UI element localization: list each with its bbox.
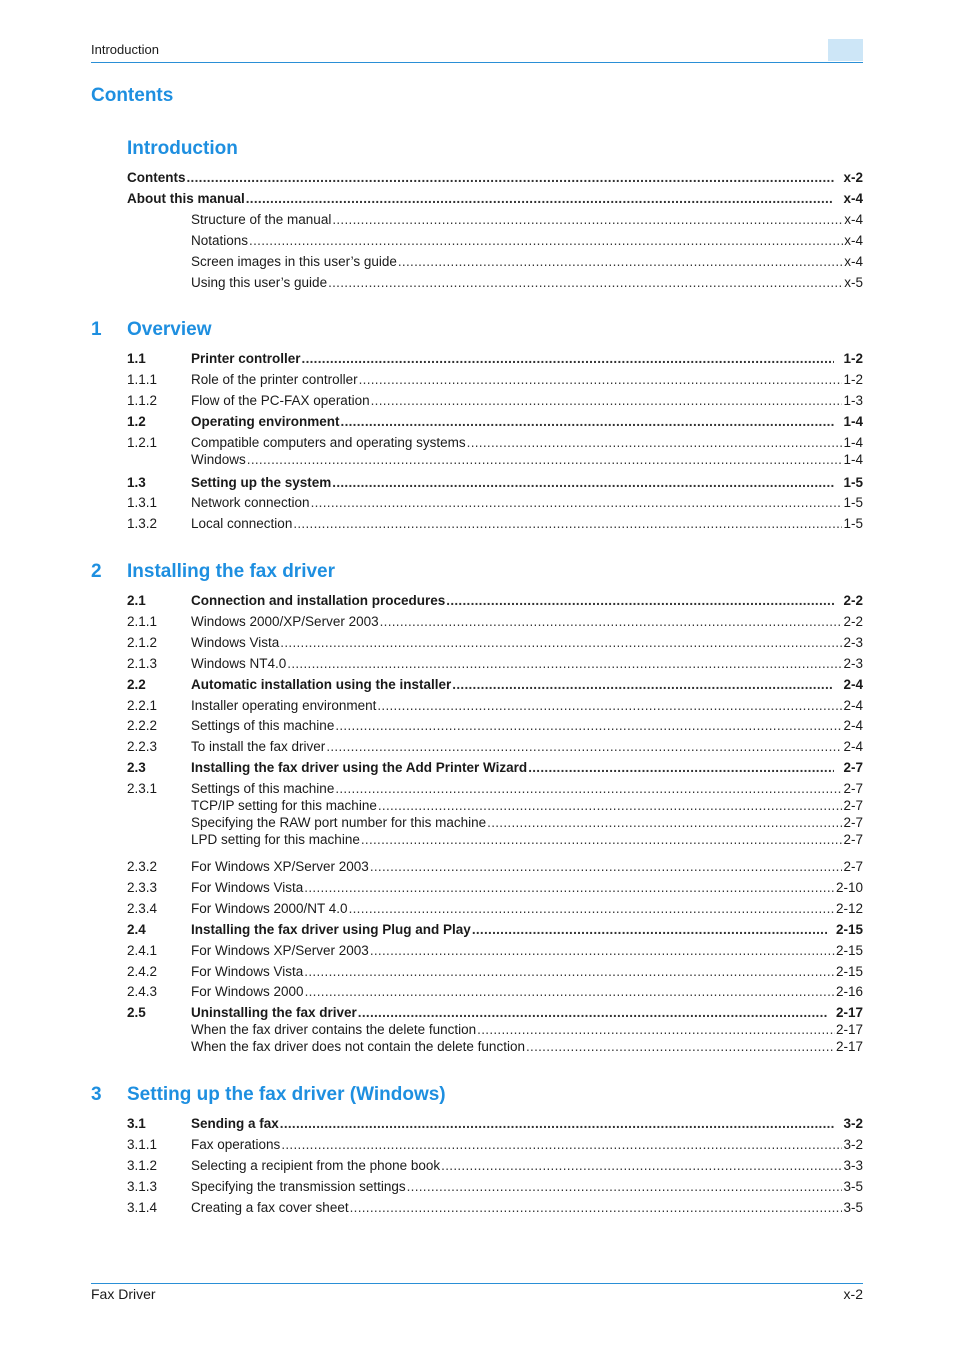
toc-entry-title: For Windows 2000 <box>191 984 304 1000</box>
toc-entry-title: Compatible computers and operating systems <box>191 434 466 450</box>
dot-leader <box>281 1137 842 1153</box>
toc-entry-number: 2.2.1 <box>127 697 158 713</box>
toc-entry-number: 1.1.1 <box>127 371 158 387</box>
toc-entry-page: x-4 <box>844 253 863 269</box>
toc-entry-title: For Windows 2000/NT 4.0 <box>191 900 348 916</box>
toc-entry-title: For Windows XP/Server 2003 <box>191 942 369 958</box>
toc-entry-title: Role of the printer controller <box>191 371 358 387</box>
toc-entry[interactable] <box>127 922 863 938</box>
toc-entry-page: 2-7 <box>843 832 863 848</box>
toc-entry-page: 1-5 <box>843 495 863 511</box>
toc-entry-page: 2-4 <box>843 718 863 734</box>
toc-entry[interactable] <box>127 414 863 430</box>
toc-entry[interactable] <box>127 798 863 814</box>
toc-entry[interactable] <box>127 677 863 693</box>
toc-entry[interactable] <box>127 614 863 630</box>
dot-leader <box>377 698 842 714</box>
dot-leader <box>187 170 835 186</box>
toc-entry-number: 2.4 <box>127 921 146 937</box>
toc-entry-title: Windows 2000/XP/Server 2003 <box>191 613 379 629</box>
toc-entry-title: Using this user’s guide <box>191 274 328 290</box>
dot-leader <box>280 1116 835 1132</box>
toc-entry[interactable] <box>127 351 863 367</box>
toc-entry-number: 2.5 <box>127 1005 146 1021</box>
toc-entry-title: Creating a fax cover sheet <box>191 1199 349 1215</box>
toc-entry-number: 1.2 <box>127 413 146 429</box>
toc-entry-title: Flow of the PC-FAX operation <box>191 392 370 408</box>
toc-entry-title: Setting up the system <box>191 474 332 490</box>
toc-entry-title: Installing the fax driver using Plug and Play <box>191 921 471 937</box>
toc-entry-page: 1-5 <box>843 516 863 532</box>
toc-entry-page: 2-3 <box>843 655 863 671</box>
toc-entry-page: 2-15 <box>835 942 863 958</box>
toc-entry-page: x-4 <box>843 190 863 206</box>
toc-entry-page: 1-3 <box>843 392 863 408</box>
toc-entry-title: Uninstalling the fax driver <box>191 1005 357 1021</box>
dot-leader <box>335 781 842 797</box>
dot-leader <box>326 739 842 755</box>
dot-leader <box>370 943 835 959</box>
toc-entry[interactable] <box>127 1137 863 1153</box>
toc-entry-number: 1.1 <box>127 351 146 366</box>
toc-entry-title: Structure of the manual <box>191 211 332 227</box>
toc-entry-number: 1.3 <box>127 474 146 490</box>
toc-entry-title: For Windows Vista <box>191 879 304 895</box>
dot-leader <box>526 1039 835 1055</box>
dot-leader <box>477 1022 835 1038</box>
toc-entry-title: Windows Vista <box>191 634 280 650</box>
chapter-number: 2 <box>91 561 102 582</box>
toc-entry-number: 3.1.1 <box>127 1136 158 1152</box>
toc-entry-page: x-2 <box>843 170 863 185</box>
toc-entry[interactable] <box>127 1039 863 1055</box>
toc-entry-title: Operating environment <box>191 413 340 429</box>
toc-entry-number: 2.1.1 <box>127 613 158 629</box>
chapter-title: Introduction <box>127 138 238 159</box>
toc-entry-page: 2-4 <box>843 739 863 755</box>
dot-leader <box>304 964 835 980</box>
footer-page-number: x-2 <box>843 1286 863 1302</box>
toc-entry[interactable] <box>127 1116 863 1132</box>
toc-entry[interactable] <box>127 1200 863 1216</box>
toc-entry-page: 2-7 <box>843 815 863 831</box>
toc-entry[interactable] <box>127 516 863 532</box>
toc-entry-page: 2-7 <box>843 859 863 874</box>
toc-entry[interactable] <box>127 1158 863 1174</box>
toc-entry[interactable] <box>127 880 863 896</box>
dot-leader <box>350 1200 843 1216</box>
toc-entry-number: 2.2 <box>127 676 146 692</box>
toc-entry-title: TCP/IP setting for this machine <box>191 798 377 814</box>
dot-leader <box>452 677 834 693</box>
toc-entry-page: 2-3 <box>843 634 863 650</box>
toc-entry-page: 1-4 <box>843 413 863 429</box>
toc-entry[interactable] <box>127 832 863 848</box>
dot-leader <box>246 191 835 207</box>
dot-leader <box>304 880 835 896</box>
toc-entry-title: For Windows XP/Server 2003 <box>191 859 369 874</box>
dot-leader <box>528 760 834 776</box>
dot-leader <box>407 1179 843 1195</box>
toc-entry-page: 1-4 <box>843 451 863 467</box>
dot-leader <box>293 516 842 532</box>
dot-leader <box>371 393 843 409</box>
toc-entry-page: 2-4 <box>843 697 863 713</box>
dot-leader <box>302 351 835 367</box>
toc-entry[interactable] <box>127 635 863 651</box>
dot-leader <box>380 614 843 630</box>
toc-entry-page: 2-15 <box>835 921 863 937</box>
toc-entry[interactable] <box>127 254 863 270</box>
dot-leader <box>370 859 843 875</box>
toc-entry[interactable] <box>127 698 863 714</box>
toc-entry-title: Contents <box>127 170 186 185</box>
footer-document-name: Fax Driver <box>91 1286 156 1302</box>
toc-entry[interactable] <box>127 475 863 491</box>
dot-leader <box>358 1005 827 1021</box>
toc-entry-number: 1.2.1 <box>127 434 158 450</box>
dot-leader <box>311 495 843 511</box>
toc-entry-title: Network connection <box>191 495 310 511</box>
toc-entry-number: 2.1.2 <box>127 634 158 650</box>
toc-entry[interactable] <box>127 859 863 875</box>
toc-entry-title: Sending a fax <box>191 1116 279 1131</box>
header-tab-marker <box>828 39 863 61</box>
chapter-number: 3 <box>91 1084 102 1105</box>
toc-entry-page: x-5 <box>844 274 863 290</box>
toc-entry[interactable] <box>127 1005 863 1021</box>
toc-entry[interactable] <box>127 372 863 388</box>
toc-entry[interactable] <box>127 1022 863 1038</box>
toc-entry-page: 1-2 <box>843 371 863 387</box>
toc-entry-page: 3-2 <box>843 1136 863 1152</box>
dot-leader <box>349 901 835 917</box>
toc-entry-title: Notations <box>191 232 249 248</box>
dot-leader <box>341 414 835 430</box>
toc-entry-title: Windows NT4.0 <box>191 655 287 671</box>
toc-entry[interactable] <box>127 815 863 831</box>
toc-entry-title: Installing the fax driver using the Add Printer Wizard <box>191 760 528 776</box>
dot-leader <box>328 275 843 291</box>
toc-entry-number: 2.2.2 <box>127 718 158 734</box>
toc-entry-title: Specifying the transmission settings <box>191 1178 406 1194</box>
toc-entry-page: 1-5 <box>843 474 863 490</box>
dot-leader <box>487 815 842 831</box>
toc-entry-page: 3-5 <box>843 1178 863 1194</box>
dot-leader <box>332 212 843 228</box>
dot-leader <box>332 475 834 491</box>
toc-entry-number: 1.3.2 <box>127 516 158 532</box>
toc-entry[interactable] <box>127 739 863 755</box>
toc-entry-page: 2-7 <box>843 798 863 814</box>
toc-entry-number: 2.3.2 <box>127 859 158 874</box>
chapter-title: Overview <box>127 319 212 340</box>
dot-leader <box>335 718 842 734</box>
toc-entry-page: x-4 <box>844 211 863 227</box>
toc-entry-title: Settings of this machine <box>191 781 335 797</box>
toc-entry-title: About this manual <box>127 190 245 206</box>
chapter-title: Installing the fax driver <box>127 561 335 582</box>
toc-entry-number: 2.4.2 <box>127 963 158 979</box>
toc-entry-page: 2-7 <box>843 781 863 797</box>
toc-entry-number: 3.1.2 <box>127 1157 158 1173</box>
toc-entry-title: Specifying the RAW port number for this machine <box>191 815 487 831</box>
toc-entry-title: Installer operating environment <box>191 697 377 713</box>
chapter-number: 1 <box>91 319 102 340</box>
toc-entry[interactable] <box>127 275 863 291</box>
page-title: Contents <box>91 85 174 106</box>
dot-leader <box>305 984 835 1000</box>
toc-entry-title: Local connection <box>191 516 293 532</box>
toc-entry[interactable] <box>127 452 863 468</box>
toc-entry-number: 2.4.1 <box>127 942 158 958</box>
toc-entry[interactable] <box>127 435 863 451</box>
toc-entry-number: 2.3 <box>127 760 146 776</box>
toc-entry-number: 3.1.3 <box>127 1178 158 1194</box>
toc-entry[interactable] <box>127 943 863 959</box>
toc-entry[interactable] <box>127 760 863 776</box>
dot-leader <box>472 922 827 938</box>
dot-leader <box>359 372 843 388</box>
toc-entry[interactable] <box>127 170 863 186</box>
dot-leader <box>441 1158 842 1174</box>
toc-entry-page: 2-10 <box>835 879 863 895</box>
toc-entry-number: 2.1.3 <box>127 655 158 671</box>
toc-entry-page: 1-4 <box>843 434 863 450</box>
toc-entry-page: 3-2 <box>843 1116 863 1131</box>
toc-entry-title: LPD setting for this machine <box>191 832 360 848</box>
toc-entry-number: 2.2.3 <box>127 739 158 755</box>
toc-entry-page: 2-12 <box>835 900 863 916</box>
toc-entry-number: 2.1 <box>127 593 146 608</box>
toc-entry-title: Settings of this machine <box>191 718 335 734</box>
toc-entry-page: 2-16 <box>835 984 863 1000</box>
toc-entry-page: 2-2 <box>843 593 863 608</box>
toc-entry-title: Connection and installation procedures <box>191 593 446 608</box>
toc-entry-number: 1.1.2 <box>127 392 158 408</box>
toc-entry[interactable] <box>127 495 863 511</box>
toc-entry[interactable] <box>127 233 863 249</box>
toc-entry[interactable] <box>127 656 863 672</box>
toc-entry-page: 2-17 <box>835 1039 863 1055</box>
toc-entry-title: Screen images in this user’s guide <box>191 253 397 269</box>
toc-entry-page: 3-5 <box>843 1199 863 1215</box>
toc-entry-number: 2.4.3 <box>127 984 158 1000</box>
toc-entry-page: 2-17 <box>835 1022 863 1038</box>
header-rule <box>91 62 863 63</box>
toc-entry[interactable] <box>127 393 863 409</box>
chapter-title: Setting up the fax driver (Windows) <box>127 1084 446 1105</box>
toc-entry-title: When the fax driver does not contain the delete function <box>191 1039 525 1055</box>
toc-entry-title: When the fax driver contains the delete function <box>191 1022 477 1038</box>
toc-entry[interactable] <box>127 593 863 609</box>
toc-entry-title: To install the fax driver <box>191 739 326 755</box>
toc-entry-page: 2-2 <box>843 613 863 629</box>
toc-entry-number: 2.3.4 <box>127 900 158 916</box>
toc-entry[interactable] <box>127 984 863 1000</box>
dot-leader <box>249 233 843 249</box>
toc-entry-title: Fax operations <box>191 1136 281 1152</box>
toc-entry[interactable] <box>127 718 863 734</box>
dot-leader <box>446 593 834 609</box>
toc-entry-page: x-4 <box>844 232 863 248</box>
toc-entry-number: 2.3.1 <box>127 781 158 797</box>
toc-entry-page: 2-4 <box>843 676 863 692</box>
toc-entry-page: 2-7 <box>843 760 863 776</box>
toc-entry[interactable] <box>127 1179 863 1195</box>
footer-rule <box>91 1283 863 1284</box>
dot-leader <box>361 832 843 848</box>
toc-entry[interactable] <box>127 781 863 797</box>
toc-entry-title: Printer controller <box>191 351 301 366</box>
dot-leader <box>280 635 842 651</box>
toc-entry[interactable] <box>127 964 863 980</box>
dot-leader <box>247 452 843 468</box>
toc-entry[interactable] <box>127 901 863 917</box>
toc-entry-title: Automatic installation using the installer <box>191 676 452 692</box>
dot-leader <box>378 798 843 814</box>
toc-entry-number: 3.1 <box>127 1116 146 1131</box>
toc-entry[interactable] <box>127 212 863 228</box>
toc-entry-title: For Windows Vista <box>191 963 304 979</box>
toc-entry-page: 2-17 <box>835 1005 863 1021</box>
dot-leader <box>398 254 843 270</box>
toc-entry-title: Selecting a recipient from the phone book <box>191 1157 441 1173</box>
toc-entry-page: 3-3 <box>843 1157 863 1173</box>
dot-leader <box>287 656 842 672</box>
toc-entry-number: 3.1.4 <box>127 1199 158 1215</box>
toc-entry-number: 2.3.3 <box>127 879 158 895</box>
dot-leader <box>467 435 843 451</box>
toc-entry-page: 1-2 <box>843 351 863 366</box>
toc-entry-page: 2-15 <box>835 963 863 979</box>
toc-entry-title: Windows <box>191 451 246 467</box>
toc-entry-number: 1.3.1 <box>127 495 158 511</box>
toc-entry[interactable] <box>127 191 863 207</box>
running-header: Introduction <box>91 42 159 57</box>
